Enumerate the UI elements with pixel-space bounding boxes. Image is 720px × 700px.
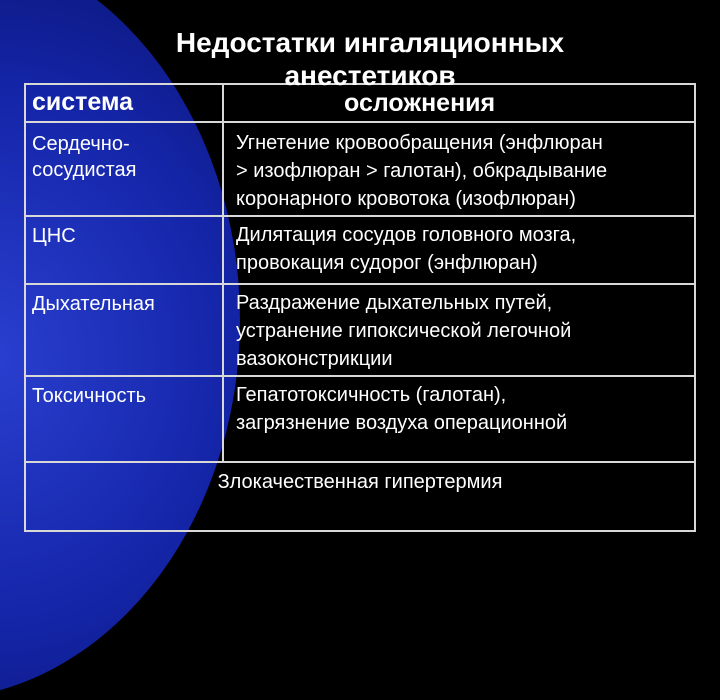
table-row — [24, 377, 696, 463]
system-label-line: Дыхательная — [32, 293, 155, 315]
complication-line: вазоконстрикции — [236, 348, 393, 370]
row-complications-respiratory — [236, 289, 571, 373]
row-complications-toxicity — [236, 381, 567, 437]
table-row — [24, 217, 696, 285]
row-system-cns — [32, 223, 76, 249]
complication-line: Дилятация сосудов головного мозга, — [236, 224, 577, 246]
header-system: система — [32, 88, 134, 116]
row-system-respiratory — [32, 291, 155, 317]
slide-title: Недостатки ингаляционных анестетиков — [175, 27, 565, 91]
complication-line: Гепатотоксичность (галотан), — [236, 384, 507, 406]
complication-line: Угнетение кровообращения (энфлюран — [236, 132, 603, 154]
complications-table — [24, 83, 696, 531]
row-system-toxicity — [32, 383, 146, 409]
system-label-line: Сердечно- — [32, 133, 130, 155]
row-complications-cardio — [236, 129, 607, 213]
complication-line: Раздражение дыхательных путей, — [236, 292, 553, 314]
table-row — [24, 285, 696, 377]
row-complications-cns — [236, 221, 576, 277]
row-system-cardio — [32, 131, 136, 183]
complication-line: загрязнение воздуха операционной — [236, 412, 568, 434]
system-label-line: сосудистая — [32, 159, 137, 181]
system-label-line: Токсичность — [32, 385, 147, 407]
footer-malignant-hyperthermia: Злокачественная гипертермия — [217, 471, 503, 493]
complication-line: коронарного кровотока (изофлюран) — [236, 188, 576, 210]
complication-line: > изофлюран > галотан), обкрадывание — [236, 160, 608, 182]
table-row — [24, 123, 696, 217]
header-complications: осложнения — [344, 89, 496, 117]
table-footer-row — [24, 463, 696, 531]
system-label-line: ЦНС — [32, 225, 76, 247]
complication-line: устранение гипоксической легочной — [236, 320, 572, 342]
complication-line: провокация судорог (энфлюран) — [236, 252, 538, 274]
